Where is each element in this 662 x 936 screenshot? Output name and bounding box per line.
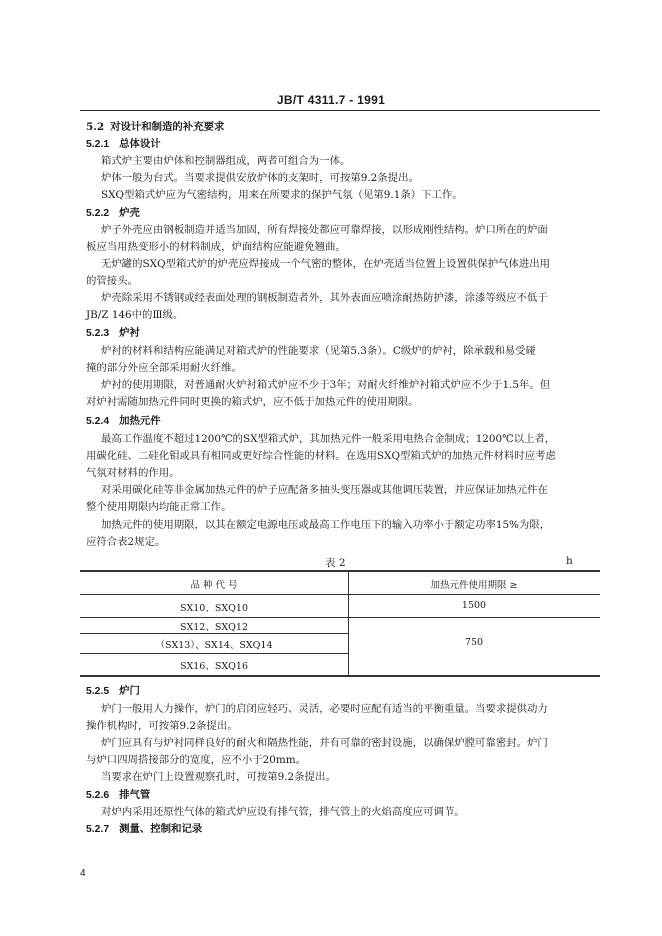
table-row-code: SX16、SXQ16 — [179, 661, 248, 672]
section-title: 炉门 — [119, 685, 140, 697]
table-caption: 表 2 — [325, 557, 346, 569]
section-5-2-6 — [86, 788, 150, 803]
paragraph: 最高工作温度不超过1200℃的SX型箱式炉，其加热元件一般采用电热合金制成；1200℃以上者， — [101, 433, 556, 445]
paragraph-continuation: 操作机构时，可按第9.2条提出。 — [86, 720, 238, 732]
table-row-rule — [80, 653, 348, 654]
section-title: 测量、控制和记录 — [119, 823, 203, 835]
paragraph: 炉壳除采用不锈钢或经表面处理的钢板制造者外，其外表面应喷涂耐热防护漆，涂漆等级应不低于 — [101, 292, 548, 304]
paragraph-continuation: 板应当用热变形小的材料制成，炉面结构应能避免翘曲。 — [86, 241, 346, 253]
table-row-value: 1500 — [461, 600, 487, 611]
table-unit: h — [566, 555, 573, 567]
section-number: 5.2.1 — [86, 139, 110, 150]
table-top-rule — [80, 570, 600, 572]
paragraph: SXQ型箱式炉应为气密结构，用来在所要求的保护气氛（见第9.1条）下工作。 — [101, 189, 463, 201]
table-row-code: SX10、SXQ10 — [179, 603, 248, 614]
section-number: 5.2.7 — [86, 824, 110, 835]
section-title: 炉壳 — [119, 207, 140, 219]
table-row-code: （SX13）、SX14、SXQ14 — [155, 640, 273, 651]
section-number: 5.2.5 — [86, 686, 110, 697]
paragraph: 当要求在炉门上设置观察孔时，可按第9.2条提出。 — [101, 771, 336, 783]
paragraph: 对炉内采用还原性气体的箱式炉应设有排气管，排气管上的火焰高度应可调节。 — [101, 806, 465, 818]
paragraph-continuation: 应符合表2规定。 — [86, 536, 166, 548]
section-5-2-3 — [86, 326, 140, 341]
table-row-code: SX12、SXQ12 — [179, 622, 248, 633]
section-5-2-7 — [86, 822, 202, 837]
paragraph: 对采用碳化硅等非金属加热元件的炉子应配备多抽头变压器或其他调压装置，并应保证加热元件在 — [101, 484, 548, 496]
paragraph-continuation: JB/Z 146中的Ⅲ级。 — [86, 309, 184, 321]
section-5-2-5 — [86, 684, 140, 699]
section-5-2 — [86, 120, 224, 134]
table-row-rule — [80, 617, 600, 618]
paragraph: 炉门一般用人力操作，炉门的启闭应轻巧、灵活，必要时应配有适当的平衡重量。当要求提供动力 — [101, 703, 548, 715]
paragraph-continuation: 用碳化硅、二硅化钼或具有相同或更好综合性能的材料。在选用SXQ型箱式炉的加热元件材料时应考虑 — [86, 450, 556, 462]
paragraph: 炉体一般为台式。当要求提供安放炉体的支架时，可按第9.2条提出。 — [101, 172, 419, 184]
section-number: 5.2.4 — [86, 416, 110, 427]
document-header: JB/T 4311.7 - 1991 — [276, 93, 386, 107]
paragraph-continuation: 的管接头。 — [86, 275, 138, 287]
section-title: 总体设计 — [119, 138, 161, 150]
section-5-2-2 — [86, 206, 140, 221]
section-5-2-4 — [86, 414, 161, 429]
section-5-2-1 — [86, 137, 161, 152]
section-title: 炉衬 — [119, 327, 140, 339]
table-row-rule — [80, 633, 348, 634]
table-row-value: 750 — [464, 637, 484, 648]
paragraph: 箱式炉主要由炉体和控制器组成，两者可组合为一体。 — [101, 155, 351, 167]
section-number: 5.2.6 — [86, 790, 110, 801]
page-number: 4 — [80, 868, 86, 879]
section-number: 5.2 — [86, 121, 105, 133]
paragraph-continuation: 整个使用期限内均能正常工作。 — [86, 501, 232, 513]
section-title: 排气管 — [119, 789, 151, 801]
table-header-code: 品 种 代 号 — [190, 580, 238, 591]
section-title: 对设计和制造的补充要求 — [110, 121, 225, 133]
paragraph: 无炉罐的SXQ型箱式炉的炉壳应焊接成一个气密的整体，在炉壳适当位置上设置供保护气体进出用 — [101, 258, 551, 270]
section-number: 5.2.2 — [86, 208, 110, 219]
paragraph-continuation: 气氛对材料的作用。 — [86, 467, 180, 479]
header-rule — [80, 110, 600, 111]
paragraph-continuation: 与炉口四周搭接部分的宽度，应不小于20mm。 — [86, 754, 306, 766]
table-header-life: 加热元件使用期限 ≥ — [430, 580, 518, 591]
paragraph-continuation: 撞的部分外应全部采用耐火纤维。 — [86, 362, 242, 374]
section-number: 5.2.3 — [86, 328, 110, 339]
paragraph: 炉门应具有与炉衬同样良好的耐火和隔热性能，并有可靠的密封设施，以确保炉膛可靠密封。炉门 — [101, 737, 548, 749]
paragraph: 炉衬的材料和结构应能满足对箱式炉的性能要求（见第5.3条）。C级炉的炉衬，除承载和易受碰 — [101, 345, 536, 357]
table-header-rule — [80, 594, 600, 595]
paragraph-continuation: 对炉衬需随加热元件同时更换的箱式炉，应不低于加热元件的使用期限。 — [86, 396, 419, 408]
section-title: 加热元件 — [119, 415, 161, 427]
paragraph: 炉衬的使用期限，对普通耐火炉衬箱式炉应不少于3年；对耐火纤维炉衬箱式炉应不少于1.5年。但 — [101, 379, 551, 391]
paragraph: 炉子外壳应由钢板制造并适当加固，所有焊接处都应可靠焊接，以形成刚性结构。炉口所在的炉面 — [101, 224, 548, 236]
table-bottom-rule — [80, 675, 600, 677]
paragraph: 加热元件的使用期限，以其在额定电源电压或最高工作电压下的输入功率小于额定功率15%为限， — [101, 519, 551, 531]
